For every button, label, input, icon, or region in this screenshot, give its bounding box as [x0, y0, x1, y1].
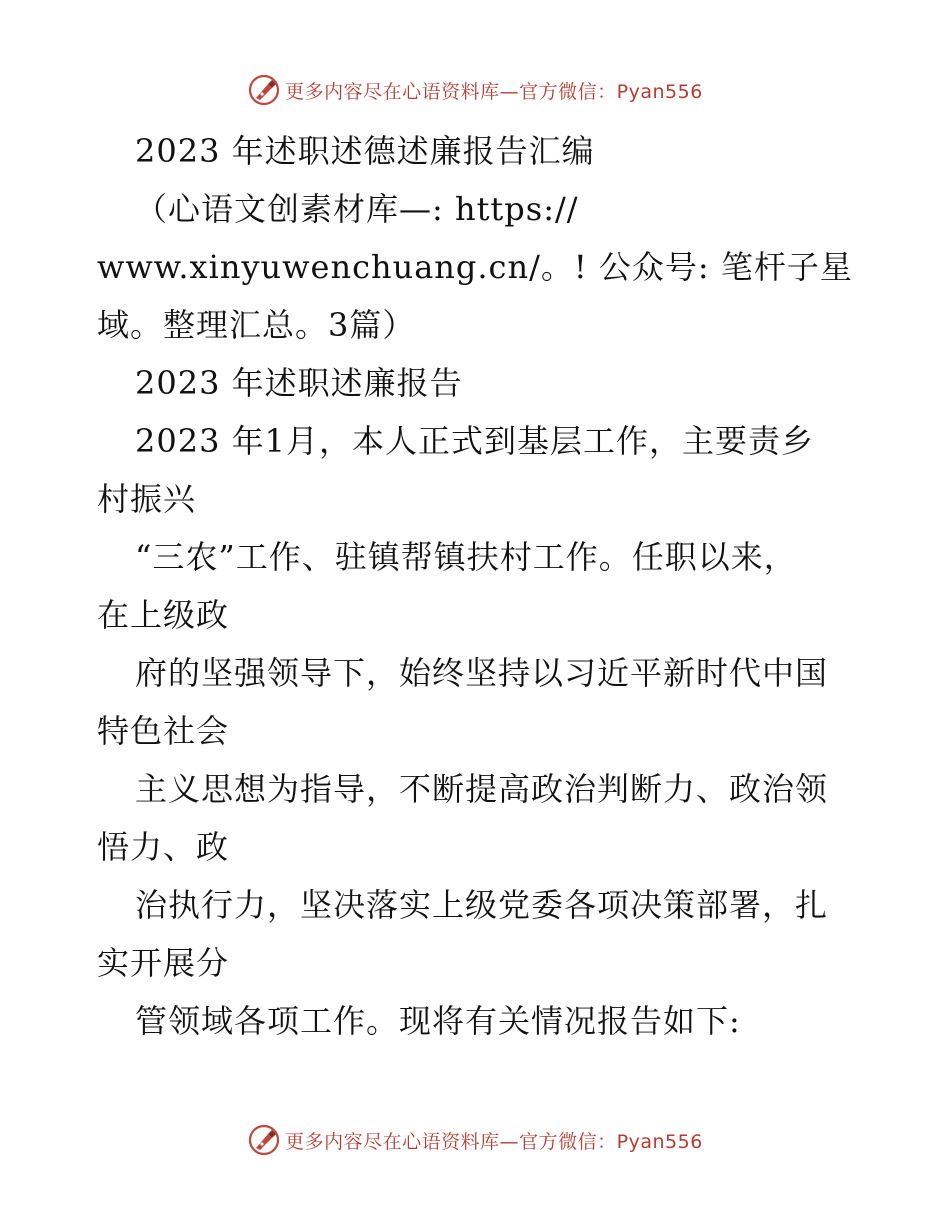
document-title: 2023 年述职述德述廉报告汇编 [135, 132, 595, 170]
paragraph-line: 治执行力，坚决落实上级党委各项决策部署，扎 [135, 886, 829, 924]
footer-watermark-text: 更多内容尽在心语资料库—官方微信：Pyan556 [285, 1130, 703, 1153]
paragraph-line: 府的坚强领导下，始终坚持以习近平新时代中国 [135, 654, 829, 692]
paragraph-line: 2023 年1月，本人正式到基层工作，主要责乡 [135, 422, 814, 460]
paragraph-line: 悟力、政 [97, 828, 230, 866]
source-note-line-3: 域。整理汇总。3篇） [97, 306, 416, 344]
paragraph-line: 在上级政 [97, 596, 230, 634]
header-watermark-text: 更多内容尽在心语资料库—官方微信：Pyan556 [285, 80, 703, 103]
source-note-line-1: （心语文创素材库—: https:// [135, 190, 579, 228]
document-body [97, 122, 857, 1050]
paragraph-line: 主义思想为指导，不断提高政治判断力、政治领 [135, 770, 829, 808]
paragraph-line: 管领域各项工作。现将有关情况报告如下: [135, 1002, 741, 1040]
paragraph-line: 特色社会 [97, 712, 230, 750]
header-watermark-banner [0, 70, 950, 110]
paragraph-line: 实开展分 [97, 944, 230, 982]
pen-nib-logo-icon [247, 1123, 281, 1157]
paragraph-line: 村振兴 [97, 480, 197, 518]
footer-watermark-banner [0, 1120, 950, 1160]
pen-nib-logo-icon [247, 73, 281, 107]
paragraph-line: “三农”工作、驻镇帮镇扶村工作。任职以来， [135, 538, 797, 576]
section-heading: 2023 年述职述廉报告 [135, 364, 463, 402]
source-note-line-2: www.xinyuwenchuang.cn/。! 公众号: 笔杆子星 [97, 248, 853, 286]
